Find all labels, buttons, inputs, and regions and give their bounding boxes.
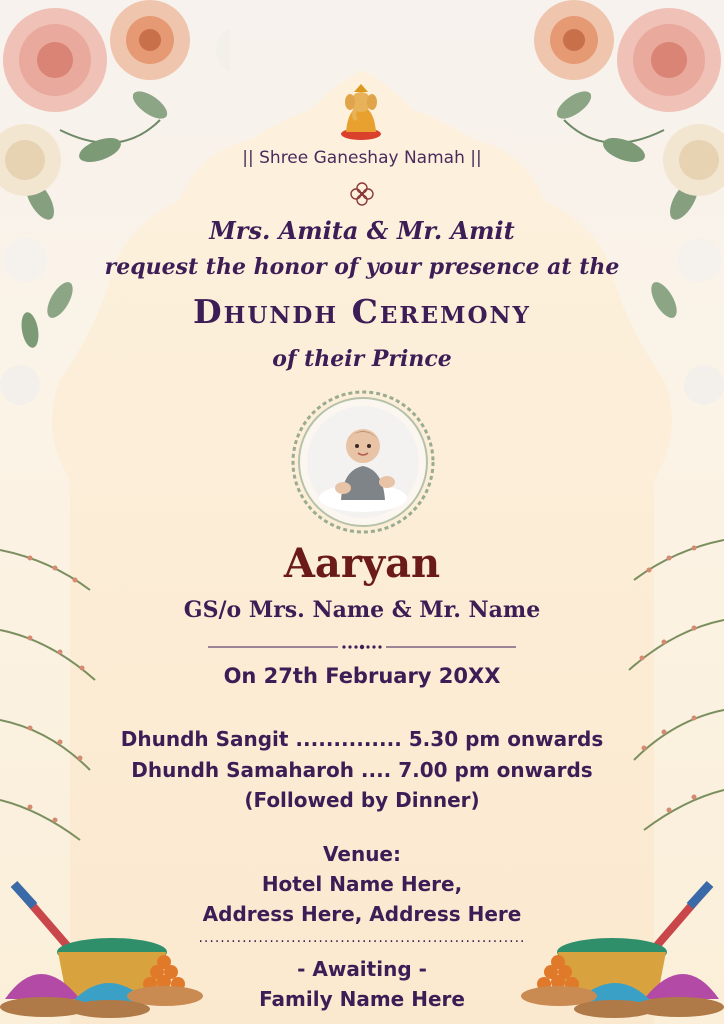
ganesha-icon bbox=[338, 84, 384, 142]
request-text: request the honor of your presence at the bbox=[104, 254, 620, 280]
venue-label: Venue: bbox=[323, 842, 401, 866]
schedule-item: Dhundh Samaharoh .... 7.00 pm onwards bbox=[131, 758, 593, 782]
schedule-item: Dhundh Sangit .............. 5.30 pm onwards bbox=[120, 727, 604, 751]
child-name: Aaryan bbox=[283, 540, 441, 587]
awaiting-text: - Awaiting - bbox=[297, 957, 427, 981]
subtitle-text: of their Prince bbox=[272, 346, 452, 372]
venue-hotel: Hotel Name Here, bbox=[261, 872, 463, 896]
blessing-text: || Shree Ganeshay Namah || bbox=[242, 148, 482, 168]
dotted-separator: ............................................................ bbox=[198, 930, 526, 946]
parents-text: GS/o Mrs. Name & Mr. Name bbox=[183, 597, 541, 623]
baby-photo-frame bbox=[291, 390, 435, 534]
ceremony-title: Dhundh Ceremony bbox=[193, 292, 531, 331]
divider-line bbox=[208, 644, 516, 650]
event-date: On 27th February 20XX bbox=[223, 664, 501, 688]
schedule-note: (Followed by Dinner) bbox=[244, 788, 480, 812]
family-name: Family Name Here bbox=[259, 987, 465, 1011]
venue-address: Address Here, Address Here bbox=[202, 902, 522, 926]
hosts-text: Mrs. Amita & Mr. Amit bbox=[209, 216, 515, 245]
flourish-icon bbox=[348, 180, 376, 208]
